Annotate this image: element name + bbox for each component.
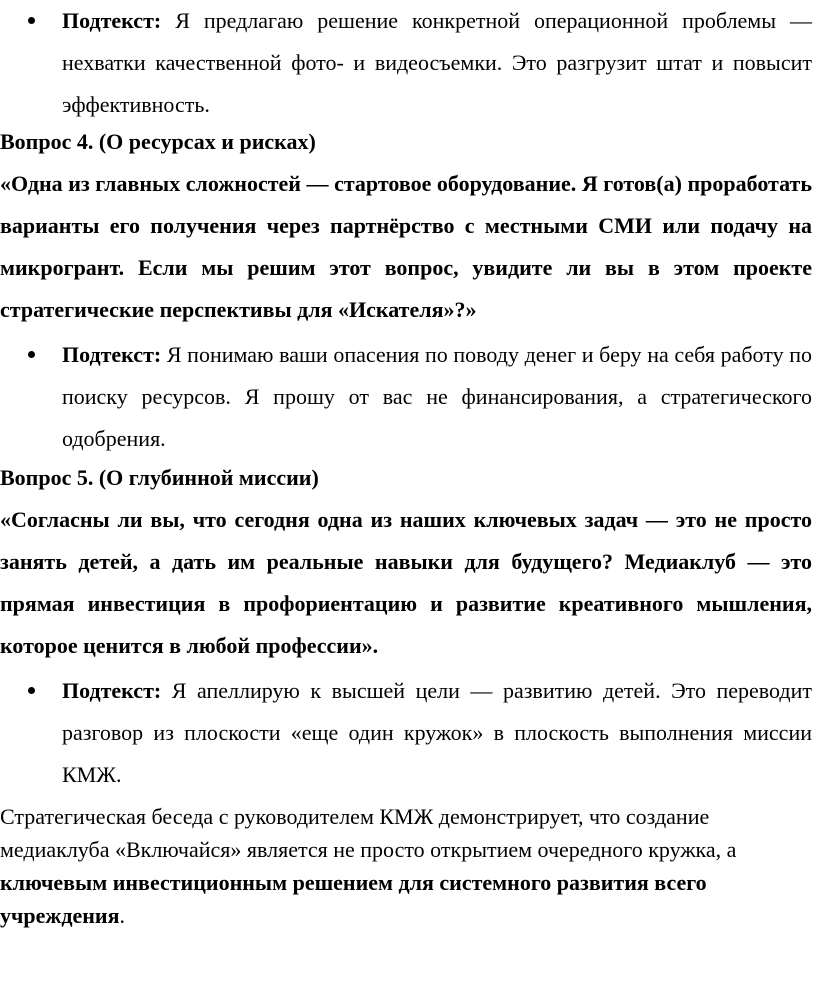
subtext-body: Я понимаю ваши опасения по поводу денег и беру на себя работу по поиску ресурсов. Я прошу от вас не финансирования, а стратегического одобрения.	[62, 342, 812, 451]
question-5-heading: Вопрос 5. (О глубинной миссии)	[0, 465, 319, 490]
subtext-body: Я апеллирую к высшей цели — развитию детей. Это переводит разговор из плоскости «еще один кружок» в плоскость выполнения миссии КМЖ.	[62, 678, 812, 787]
conclusion-paragraph	[0, 800, 812, 932]
question-4-quote: «Одна из главных сложностей — стартовое оборудование. Я готов(а) проработать варианты его получения через партнёрство с местными СМИ или подачу на микрогрант. Если мы решим этот вопрос, увидите ли вы в этом проекте стратегические перспективы для «Искателя»?»	[0, 171, 812, 322]
subtext-body: Я предлагаю решение конкретной операционной проблемы — нехватки качественной фото- и видеосъемки. Это разгрузит штат и повысит эффективность.	[62, 8, 812, 117]
question-5-quote: «Согласны ли вы, что сегодня одна из наших ключевых задач — это не просто занять детей, а дать им реальные навыки для будущего? Медиаклуб — это прямая инвестиция в профориентацию и развитие креативного мышления, которое ценится в любой профессии».	[0, 507, 812, 658]
bullet-dot-icon	[28, 687, 35, 694]
subtext-paragraph	[62, 0, 812, 126]
question-4-heading: Вопрос 4. (О ресурсах и рисках)	[0, 129, 316, 154]
conclusion-end: .	[119, 903, 126, 928]
conclusion-emphasis: ключевым инвестиционным решением для системного развития всего учреждения	[0, 870, 707, 928]
subtext-paragraph	[62, 670, 812, 796]
subtext-label: Подтекст:	[62, 678, 162, 703]
bullet-dot-icon	[28, 17, 35, 24]
subtext-label: Подтекст:	[62, 342, 162, 367]
subtext-label: Подтекст:	[62, 8, 162, 33]
bullet-dot-icon	[28, 351, 35, 358]
conclusion-text: Стратегическая беседа с руководителем КМЖ демонстрирует, что создание медиаклуба «Включайся» является не просто открытием очередного кружка, а	[0, 804, 737, 862]
subtext-paragraph	[62, 334, 812, 460]
